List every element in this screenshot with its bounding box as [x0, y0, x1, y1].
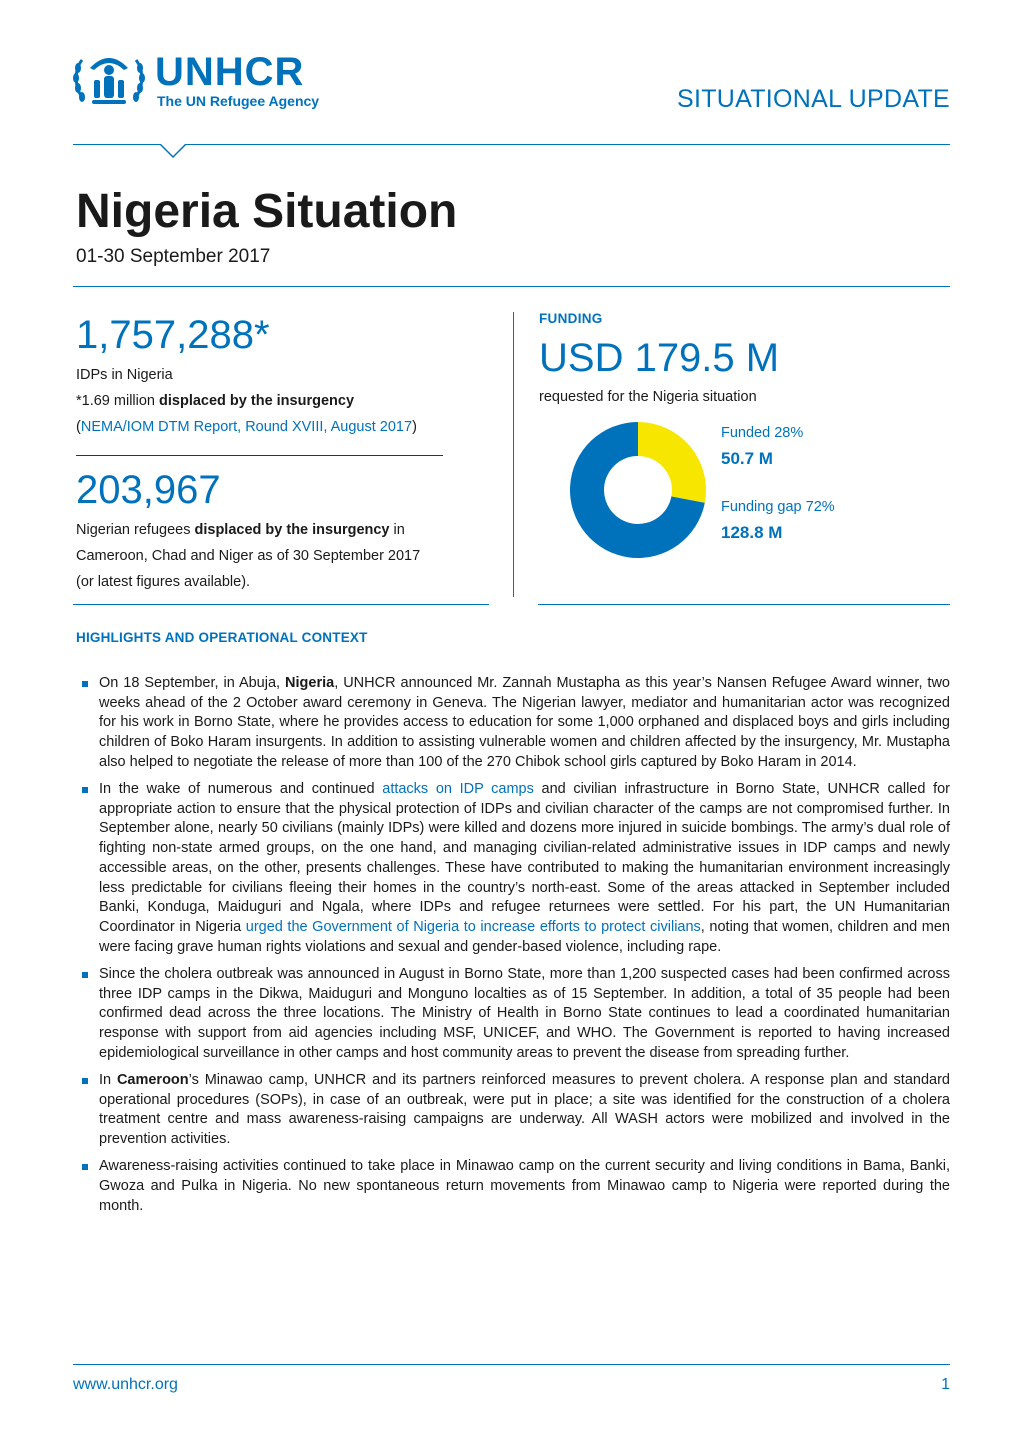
document-type-label: SITUATIONAL UPDATE	[676, 85, 950, 113]
funded-slice	[638, 422, 706, 503]
header-notch-icon	[160, 144, 186, 160]
idp-count: 1,757,288*	[76, 313, 270, 357]
funding-amount: USD 179.5 M	[539, 336, 780, 380]
column-divider	[513, 312, 514, 597]
list-item: In the wake of numerous and continued attacks on IDP camps and civilian infrastructure in Borno State, UNHCR called for appropriate action to ensure that the physical protection of IDPs and civilian character of the camps are not compromised further. In September alone, nearly 50 civilians (mainly IDPs) were killed and dozens more injured in suicide bombings. The army’s dual role of fighting non-state armed groups, on the one hand, and managing civilian-related administrative issues in IDP camps and newly accessible areas, on the other, presents challenges. These have contributed to making the humanitarian environment increasingly less predictable for civilians fleeing their homes in the country’s north-east. Some of the areas attacked in September included Banki, Konduga, Maiduguri and Ngala, where IDPs and refugee returnees were settled. For his part, the UN Humanitarian Coordinator in Nigeria urged the Government of Nigeria to increase efforts to protect civilians, noting that women, children and men were facing grave human rights violations and sexual and gender-based violence, including rape.	[76, 780, 950, 957]
funded-legend-value: 50.7 M	[721, 449, 773, 468]
page-number: 1	[941, 1376, 950, 1393]
refugee-description: Nigerian refugees displaced by the insurgency in Cameroon, Chad and Niger as of 30 September 2017 (or latest figures available).	[76, 522, 421, 590]
stats-divider	[76, 455, 443, 456]
list-item: Awareness-raising activities continued to take place in Minawao camp on the current security and living conditions in Bama, Banki, Gwoza and Pulka in Nigeria. No new spontaneous return movements from Minawao camp to Nigeria were reported during the month.	[76, 1157, 950, 1216]
idp-label: IDPs in Nigeria	[76, 367, 173, 383]
idp-description	[76, 362, 496, 440]
title-divider	[73, 286, 950, 287]
protect-civilians-link[interactable]: urged the Government of Nigeria to increase efforts to protect civilians	[245, 918, 701, 935]
logo-wordmark: UNHCR	[155, 50, 305, 94]
footer-divider	[73, 1364, 950, 1365]
bullet-icon	[82, 787, 88, 793]
gap-legend-label: Funding gap 72%	[721, 499, 835, 515]
page-title: Nigeria Situation	[76, 185, 458, 238]
funding-heading: FUNDING	[539, 311, 603, 326]
list-item: On 18 September, in Abuja, Nigeria, UNHCR announced Mr. Zannah Mustapha as this year’s Nansen Refugee Award winner, two weeks ahead of the 2 October award ceremony in Geneva. The Nigerian lawyer, mediator and humanitarian actor was recognized for his work in Borno State, where he provides access to education for some 1,000 orphaned and displaced boys and girls including children of Boko Haram insurgents. In addition to assisting vulnerable women and children affected by the insurgency, Mr. Mustapha also helped to negotiate the release of more than 100 of the 270 Chibok school girls captured by Boko Haram in 2014.	[76, 674, 950, 773]
report-period: 01-30 September 2017	[76, 246, 271, 267]
funded-legend-label: Funded 28%	[721, 425, 804, 441]
bullet-icon	[82, 681, 88, 687]
refugee-count: 203,967	[76, 468, 221, 512]
idp-attacks-link[interactable]: attacks on IDP camps	[382, 781, 534, 798]
list-item: Since the cholera outbreak was announced in August in Borno State, more than 1,200 suspected cases had been confirmed across three IDP camps in the Dikwa, Maiduguri and Monguno localties as of 15 September. In addition, a total of 35 people had been confirmed dead across the three locations. The Ministry of Health in Borno State continues to lead a coordinated humanitarian response with support from aid agencies including MSF, UNICEF, and WHO. The Government is reported to having increased epidemiological surveillance in other camps and host community areas to prevent the disease from spreading further.	[76, 965, 950, 1064]
idp-source: (NEMA/IOM DTM Report, Round XVIII, August 2017)	[76, 419, 417, 435]
highlights-heading: HIGHLIGHTS AND OPERATIONAL CONTEXT	[76, 630, 368, 645]
gap-legend-value: 128.8 M	[721, 523, 783, 542]
right-panel-divider	[538, 604, 950, 605]
header-divider	[73, 144, 950, 145]
unhcr-logo-icon	[70, 46, 148, 108]
list-item: In Cameroon’s Minawao camp, UNHCR and its partners reinforced measures to prevent cholera. A response plan and standard operational procedures (SOPs), in case of an outbreak, were put in place; a site was identified for the construction of a cholera treatment centre and mass awareness-raising campaigns are underway. All WASH actors were mobilized and involved in the prevention activities.	[76, 1071, 950, 1150]
bullet-icon	[82, 1164, 88, 1170]
bullet-icon	[82, 1078, 88, 1084]
funding-description: requested for the Nigeria situation	[539, 389, 757, 405]
logo-tagline: The UN Refugee Agency	[157, 93, 320, 109]
bullet-icon	[82, 972, 88, 978]
highlights-list	[76, 674, 950, 1224]
footer-website-link[interactable]: www.unhcr.org	[73, 1376, 178, 1393]
idp-source-link[interactable]: NEMA/IOM DTM Report, Round XVIII, August 2017	[80, 419, 413, 435]
funding-donut-chart	[568, 420, 708, 560]
left-panel-divider	[73, 604, 489, 605]
idp-note: *1.69 million displaced by the insurgency	[76, 393, 355, 409]
